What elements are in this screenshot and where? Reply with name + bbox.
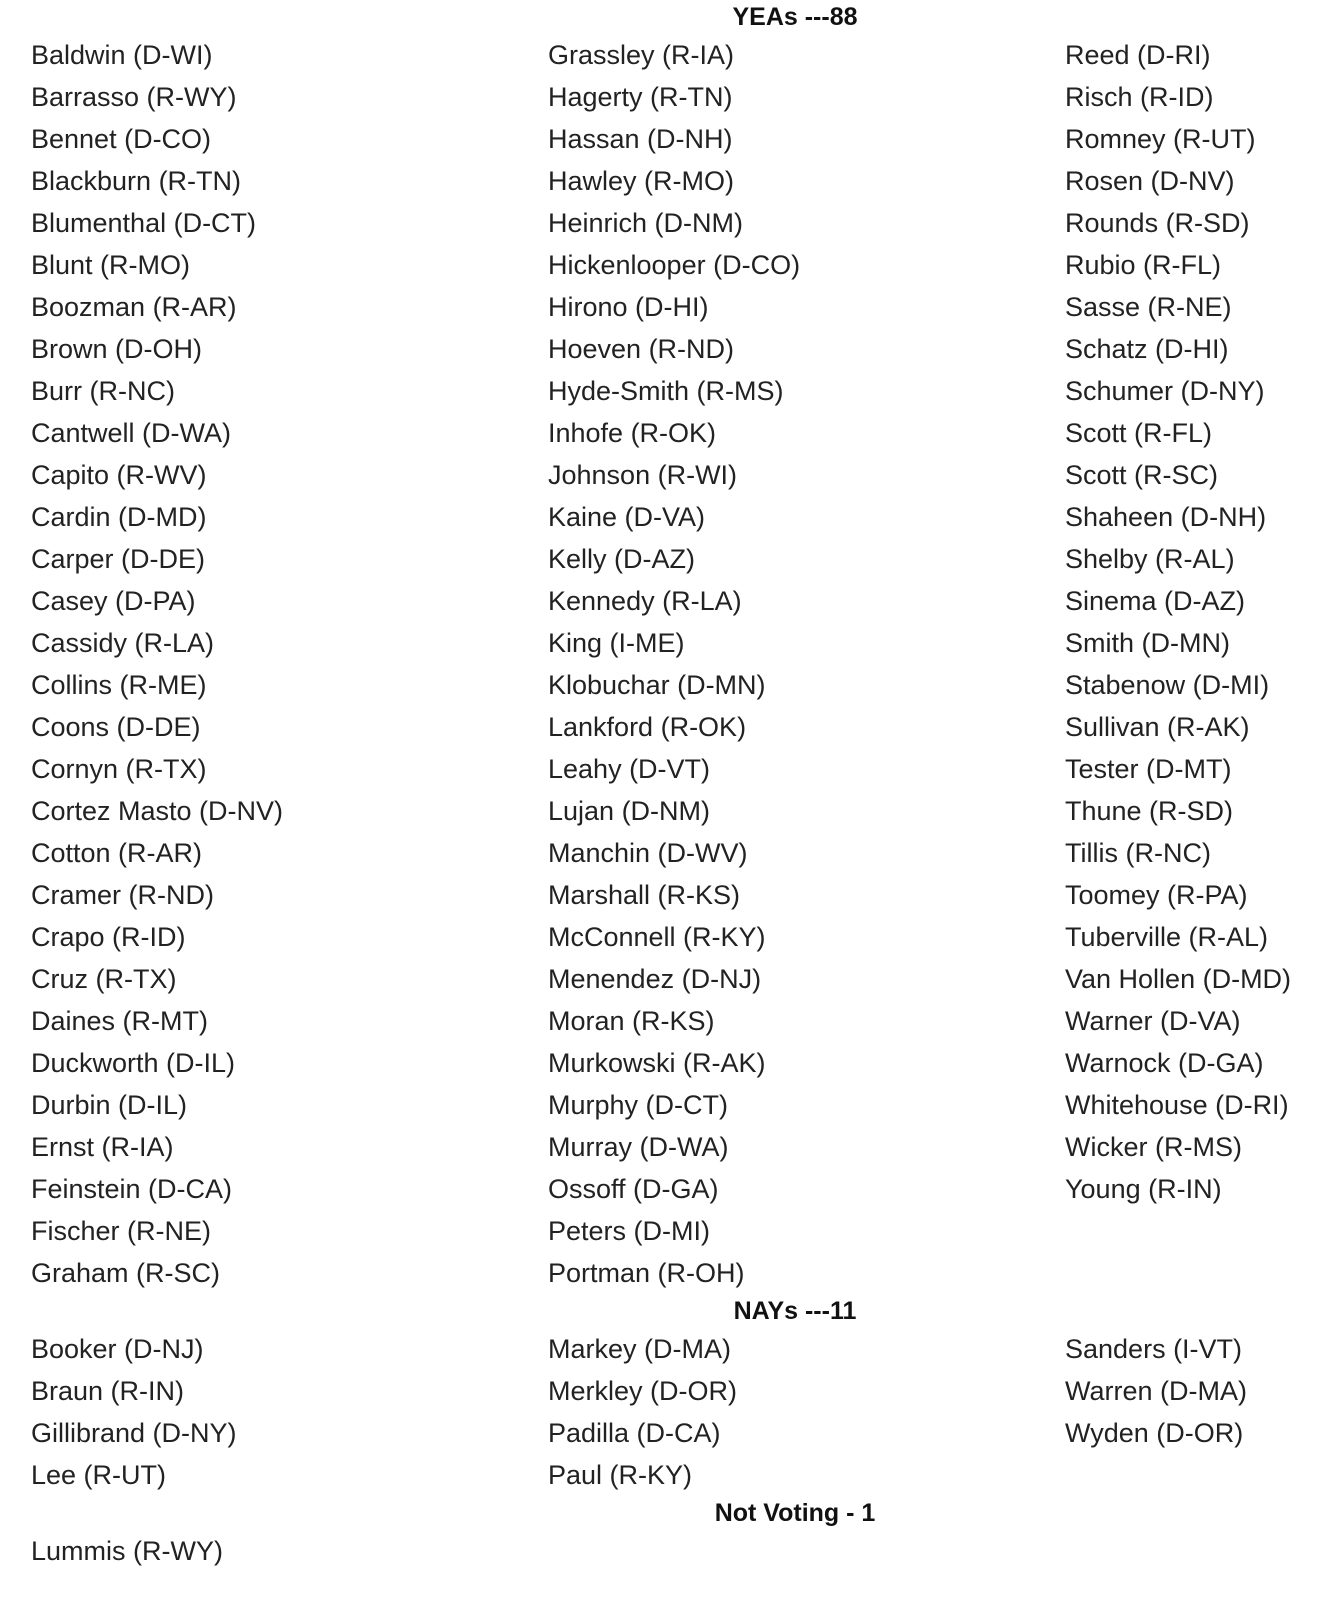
senator-name: Sanders (I-VT) <box>1065 1334 1243 1364</box>
senator-name: Van Hollen (D-MD) <box>1065 964 1292 994</box>
senator-name: Schumer (D-NY) <box>1065 376 1265 406</box>
senator-name: Durbin (D-IL) <box>31 1090 188 1120</box>
senator-name: Stabenow (D-MI) <box>1065 670 1270 700</box>
senator-name: Cornyn (R-TX) <box>31 754 207 784</box>
senator-name: Bennet (D-CO) <box>31 124 212 154</box>
senator-name: Crapo (R-ID) <box>31 922 186 952</box>
senator-name: Paul (R-KY) <box>548 1460 693 1490</box>
senator-name: Blumenthal (D-CT) <box>31 208 257 238</box>
senator-name: Kaine (D-VA) <box>548 502 706 532</box>
senator-name: Hagerty (R-TN) <box>548 82 733 112</box>
senator-name: Blunt (R-MO) <box>31 250 191 280</box>
senator-name: Wicker (R-MS) <box>1065 1132 1242 1162</box>
senator-name: Cramer (R-ND) <box>31 880 214 910</box>
senator-name: Ernst (R-IA) <box>31 1132 174 1162</box>
senator-name: Booker (D-NJ) <box>31 1334 204 1364</box>
senator-name: Hickenlooper (D-CO) <box>548 250 801 280</box>
senator-name: Cantwell (D-WA) <box>31 418 232 448</box>
senator-name: Cortez Masto (D-NV) <box>31 796 284 826</box>
senator-name: Sasse (R-NE) <box>1065 292 1232 322</box>
senator-name: Cardin (D-MD) <box>31 502 207 532</box>
yeas-column-1 <box>31 34 548 1294</box>
senator-name: Tillis (R-NC) <box>1065 838 1211 868</box>
senator-name: Carper (D-DE) <box>31 544 206 574</box>
senator-name: Braun (R-IN) <box>31 1376 185 1406</box>
senator-name: Lankford (R-OK) <box>548 712 747 742</box>
senator-name: Coons (D-DE) <box>31 712 201 742</box>
senator-name: Lee (R-UT) <box>31 1460 167 1490</box>
senator-name: Merkley (D-OR) <box>548 1376 737 1406</box>
senator-name: Hyde-Smith (R-MS) <box>548 376 784 406</box>
senator-name: Shaheen (D-NH) <box>1065 502 1267 532</box>
senator-name: Wyden (D-OR) <box>1065 1418 1244 1448</box>
senator-name: Warren (D-MA) <box>1065 1376 1247 1406</box>
senator-name: Johnson (R-WI) <box>548 460 738 490</box>
senator-name: Casey (D-PA) <box>31 586 196 616</box>
nays-section <box>0 1328 1320 1496</box>
senator-name: Scott (R-FL) <box>1065 418 1213 448</box>
senator-name: Warnock (D-GA) <box>1065 1048 1264 1078</box>
yeas-section <box>0 34 1320 1294</box>
not-voting-column-2 <box>548 1530 1065 1572</box>
senator-name: Thune (R-SD) <box>1065 796 1234 826</box>
senator-name: Portman (R-OH) <box>548 1258 745 1288</box>
senator-name: Fischer (R-NE) <box>31 1216 211 1246</box>
senator-name: Tester (D-MT) <box>1065 754 1232 784</box>
senator-name: Smith (D-MN) <box>1065 628 1230 658</box>
senator-name: Lujan (D-NM) <box>548 796 711 826</box>
senator-name: Scott (R-SC) <box>1065 460 1219 490</box>
not-voting-column-3 <box>1065 1530 1320 1572</box>
not-voting-heading: Not Voting - 1 <box>714 1499 876 1527</box>
senator-name: Graham (R-SC) <box>31 1258 221 1288</box>
senator-name: Risch (R-ID) <box>1065 82 1214 112</box>
senator-name: Duckworth (D-IL) <box>31 1048 236 1078</box>
senator-name: Capito (R-WV) <box>31 460 207 490</box>
nays-column-3 <box>1065 1328 1320 1496</box>
senator-name: Brown (D-OH) <box>31 334 203 364</box>
senator-name: Shelby (R-AL) <box>1065 544 1235 574</box>
senator-name: Cotton (R-AR) <box>31 838 203 868</box>
not-voting-column-1 <box>31 1530 548 1572</box>
senator-name: Whitehouse (D-RI) <box>1065 1090 1289 1120</box>
senator-name: Romney (R-UT) <box>1065 124 1256 154</box>
nays-column-1 <box>31 1328 548 1496</box>
senator-name: Gillibrand (D-NY) <box>31 1418 237 1448</box>
senator-name: Rubio (R-FL) <box>1065 250 1222 280</box>
senator-name: Heinrich (D-NM) <box>548 208 743 238</box>
senator-name: Cassidy (R-LA) <box>31 628 215 658</box>
senator-name: Padilla (D-CA) <box>548 1418 721 1448</box>
senator-name: Rosen (D-NV) <box>1065 166 1235 196</box>
senator-name: Cruz (R-TX) <box>31 964 177 994</box>
senator-name: Klobuchar (D-MN) <box>548 670 766 700</box>
senator-name: Menendez (D-NJ) <box>548 964 762 994</box>
nays-column-2 <box>548 1328 1065 1496</box>
senator-name: Grassley (R-IA) <box>548 40 735 70</box>
not-voting-section <box>0 1530 1320 1572</box>
senator-name: Blackburn (R-TN) <box>31 166 242 196</box>
senator-name: Barrasso (R-WY) <box>31 82 237 112</box>
yeas-column-3 <box>1065 34 1320 1294</box>
senator-name: Schatz (D-HI) <box>1065 334 1229 364</box>
senator-name: Murkowski (R-AK) <box>548 1048 766 1078</box>
senator-name: Sinema (D-AZ) <box>1065 586 1246 616</box>
senator-name: Murphy (D-CT) <box>548 1090 728 1120</box>
senator-name: Tuberville (R-AL) <box>1065 922 1269 952</box>
senator-name: McConnell (R-KY) <box>548 922 766 952</box>
senator-name: Daines (R-MT) <box>31 1006 209 1036</box>
nays-heading: NAYs ---11 <box>733 1297 857 1325</box>
senator-name: Manchin (D-WV) <box>548 838 748 868</box>
senator-name: Marshall (R-KS) <box>548 880 741 910</box>
senator-name: Hawley (R-MO) <box>548 166 734 196</box>
senator-name: Markey (D-MA) <box>548 1334 731 1364</box>
senator-name: Baldwin (D-WI) <box>31 40 213 70</box>
senator-name: Inhofe (R-OK) <box>548 418 717 448</box>
senator-name: Hirono (D-HI) <box>548 292 709 322</box>
senator-name: Murray (D-WA) <box>548 1132 729 1162</box>
senator-name: Toomey (R-PA) <box>1065 880 1248 910</box>
senator-name: Collins (R-ME) <box>31 670 207 700</box>
senator-name: Kennedy (R-LA) <box>548 586 742 616</box>
senator-name: Rounds (R-SD) <box>1065 208 1250 238</box>
senator-name: Sullivan (R-AK) <box>1065 712 1250 742</box>
senator-name: Lummis (R-WY) <box>31 1536 223 1566</box>
senator-name: Ossoff (D-GA) <box>548 1174 719 1204</box>
senator-name: Reed (D-RI) <box>1065 40 1211 70</box>
senator-name: Feinstein (D-CA) <box>31 1174 233 1204</box>
senator-name: Hassan (D-NH) <box>548 124 733 154</box>
senator-name: Burr (R-NC) <box>31 376 175 406</box>
senator-name: King (I-ME) <box>548 628 685 658</box>
senator-name: Young (R-IN) <box>1065 1174 1222 1204</box>
yeas-column-2 <box>548 34 1065 1294</box>
senator-name: Warner (D-VA) <box>1065 1006 1241 1036</box>
senator-name: Kelly (D-AZ) <box>548 544 695 574</box>
senator-name: Peters (D-MI) <box>548 1216 710 1246</box>
senator-name: Hoeven (R-ND) <box>548 334 735 364</box>
senator-name: Moran (R-KS) <box>548 1006 715 1036</box>
senator-name: Leahy (D-VT) <box>548 754 711 784</box>
yeas-heading: YEAs ---88 <box>732 3 858 31</box>
senator-name: Boozman (R-AR) <box>31 292 237 322</box>
